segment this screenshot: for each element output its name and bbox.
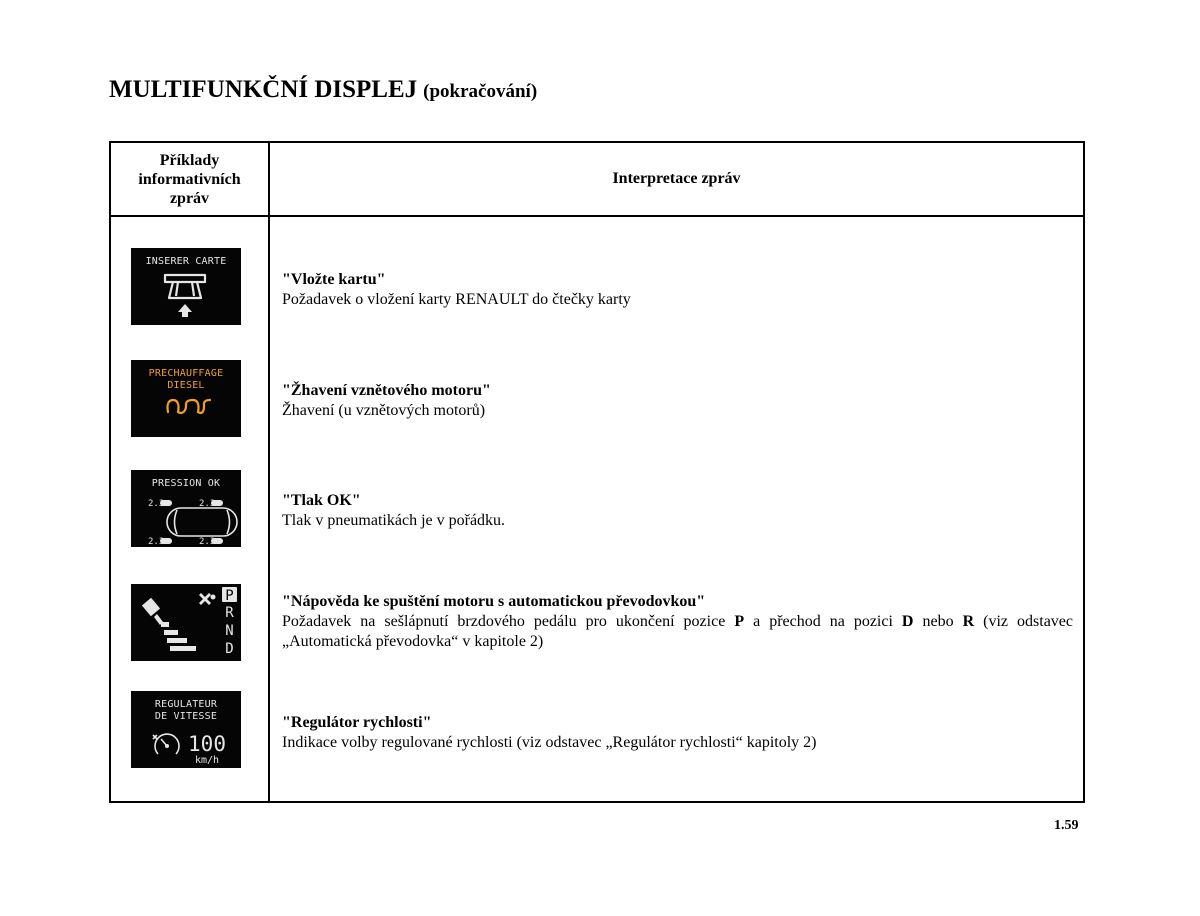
tyre-pressure-front-right: 2.3: [199, 499, 216, 509]
display-text: DE VITESSE: [154, 711, 218, 722]
header-divider: [111, 215, 1083, 217]
message-heading: "Vložte kartu": [282, 271, 386, 288]
gear-p: P: [225, 588, 234, 604]
gear-letter-r: R: [962, 613, 975, 630]
tyre-pressure-front-left: 2.3: [148, 499, 165, 509]
message-description: Indikace volby regulované rychlosti (viz odstavec „Regulátor rychlosti“ kapitoly 2): [282, 734, 817, 751]
message-heading: "Tlak OK": [282, 492, 361, 509]
gear-letter-d: D: [901, 613, 914, 630]
column-header-examples-line: zpráv: [169, 189, 210, 207]
glow-plug-icon: [131, 360, 241, 437]
column-header-interpretation: Interpretace zpráv: [612, 170, 741, 187]
gear-letter-p: P: [734, 613, 745, 630]
tyre-pressure-car-icon: [131, 470, 241, 547]
message-description: Tlak v pneumatikách je v pořádku.: [282, 512, 506, 529]
page-title: [109, 76, 537, 104]
display-text: PRESSION OK: [151, 478, 221, 489]
message-heading: "Nápověda ke spuštění motoru s automatickou převodovkou": [282, 593, 706, 610]
display-auto-gearbox: [131, 584, 241, 661]
display-text: DIESEL: [167, 380, 205, 391]
message-description: Žhavení (u vznětových motorů): [282, 402, 486, 419]
description-text: Požadavek na sešlápnutí brzdového pedálu pro ukončení pozice: [282, 613, 735, 630]
display-text: REGULATEUR: [154, 699, 218, 710]
display-tyre-pressure: [131, 470, 241, 547]
cruise-control-speedometer-icon: [131, 691, 241, 768]
page-title-main: MULTIFUNKČNÍ DISPLEJ: [109, 76, 418, 103]
display-insert-card: [131, 248, 241, 325]
page-number: 1.59: [1054, 818, 1079, 833]
cruise-speed-unit: km/h: [194, 755, 220, 766]
display-text: PRECHAUFFAGE: [148, 368, 224, 379]
display-text: INSERER CARTE: [145, 256, 227, 267]
tyre-pressure-rear-left: 2.3: [148, 537, 165, 547]
message-cruise-control: [282, 713, 1073, 753]
description-text: (viz odstavec „Automatická převodovka“ v kapitole 2): [282, 613, 1074, 650]
description-text: a přechod na pozici: [744, 613, 902, 630]
gear-d: D: [225, 641, 234, 657]
column-header-examples: [111, 143, 268, 215]
message-description: Požadavek o vložení karty RENAULT do čtečky karty: [282, 291, 631, 308]
message-preheating: [282, 381, 1073, 421]
message-heading: "Regulátor rychlosti": [282, 714, 432, 731]
message-auto-gearbox: [282, 592, 1073, 652]
card-insert-icon: [131, 248, 241, 325]
column-header-examples-line: informativních: [138, 170, 241, 188]
description-text: nebo: [913, 613, 963, 630]
message-insert-card: [282, 270, 1073, 310]
gear-r: R: [225, 605, 234, 621]
column-divider: [268, 143, 270, 801]
page-title-sub: (pokračování): [423, 81, 538, 102]
brake-pedal-gear-icon: [131, 584, 241, 661]
tyre-pressure-rear-right: 2.3: [199, 537, 216, 547]
message-description: [282, 612, 1073, 652]
message-tyre-pressure: [282, 491, 1073, 531]
info-messages-table: [109, 141, 1085, 803]
gear-n: N: [225, 623, 234, 639]
cruise-speed-value: 100: [188, 732, 226, 756]
column-header-examples-line: Příklady: [159, 151, 220, 169]
message-heading: "Žhavení vznětového motoru": [282, 382, 491, 399]
display-cruise-control: [131, 691, 241, 768]
display-preheating: [131, 360, 241, 437]
